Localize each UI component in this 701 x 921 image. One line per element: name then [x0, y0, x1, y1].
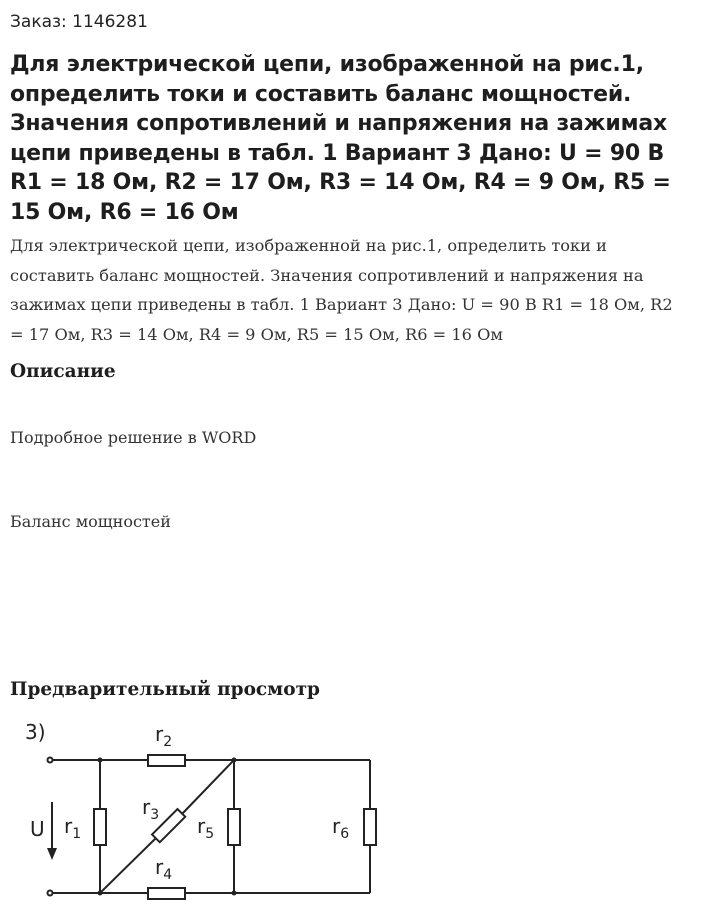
label-r6: $r_6$	[332, 814, 350, 842]
variant-label: 3)	[25, 720, 46, 744]
page-title: Для электрической цепи, изображенной на рис.1, определить токи и составить баланс мощностей. Значения сопротивлений и напряжения на зажимах цепи приведены в табл. 1 Вариант 3 Дано: U = 90 В R1 = 18 Ом, R2 = 17 Ом, R3 = 14 Ом, R4 = 9 Ом, R5 = 15 Ом, R6 = 16 Ом	[10, 52, 671, 225]
label-r5: $r_5$	[197, 814, 215, 842]
label-r2: $r_2$	[155, 722, 173, 750]
resistor-r5	[228, 809, 240, 845]
voltage-label: U	[30, 817, 45, 841]
label-r1: $r_1$	[64, 814, 82, 842]
preview-heading: Предварительный просмотр	[10, 679, 320, 700]
label-r4: $r_4$	[155, 855, 173, 883]
order-number: Заказ: 1146281	[10, 12, 148, 32]
task-description: Для электрической цепи, изображенной на рис.1, определить токи и составить баланс мощностей. Значения сопротивлений и напряжения на зажимах цепи приведены в табл. 1 Вариант 3 Дано: U = 90 В R1 = 18 Ом, R2 = 17 Ом, R3 = 14 Ом, R4 = 9 Ом, R5 = 15 Ом, R6 = 16 Ом	[10, 236, 673, 344]
circuit-diagram	[10, 712, 400, 912]
description-paragraph-balance: Баланс мощностей	[10, 512, 171, 531]
label-r3: $r_3$	[142, 795, 160, 823]
description-paragraph-solution: Подробное решение в WORD	[10, 428, 257, 447]
resistor-r1	[94, 809, 106, 845]
preview-image	[10, 712, 400, 912]
description-heading: Описание	[10, 361, 116, 382]
resistor-r2	[148, 755, 185, 766]
resistor-r4	[148, 888, 185, 899]
resistor-r6	[364, 809, 376, 845]
